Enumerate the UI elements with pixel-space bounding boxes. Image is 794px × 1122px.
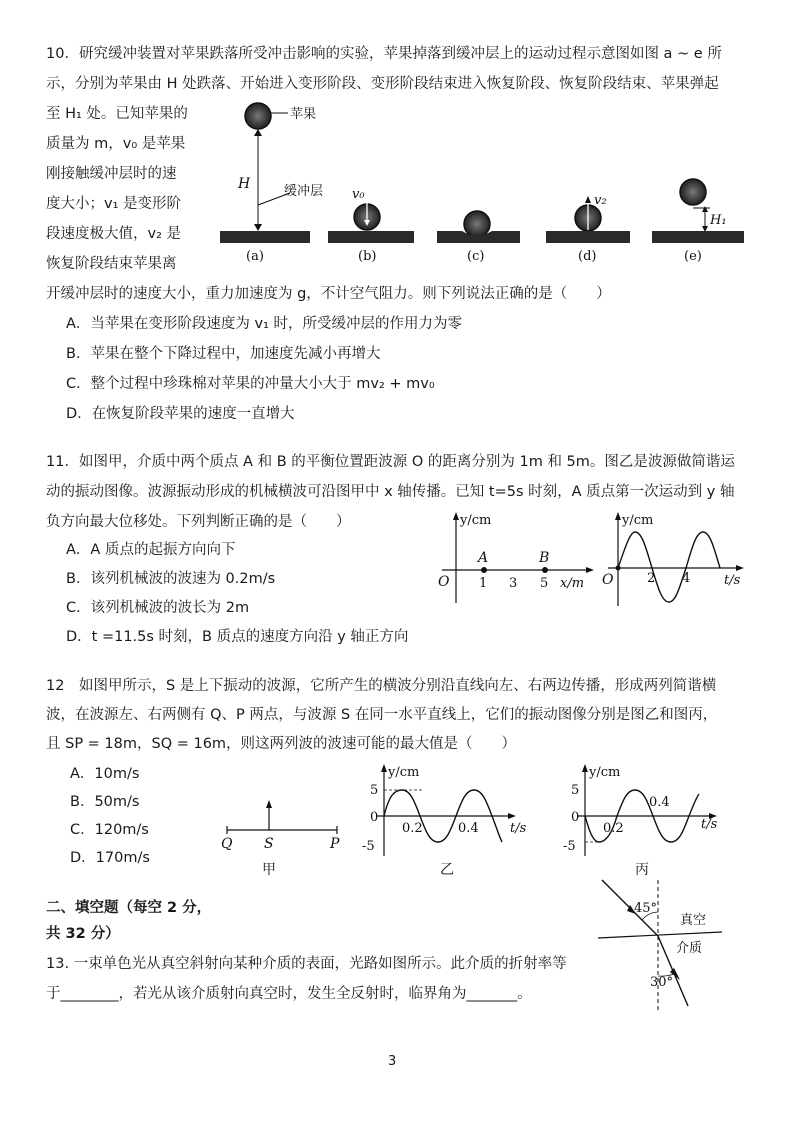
q10-line6: 度大小；v₁ 是变形阶 <box>46 196 182 212</box>
point-b <box>542 567 548 573</box>
q10-option-c: C．整个过程中珍珠棉对苹果的冲量大小大于 mv₂ + mv₀ <box>66 376 435 392</box>
q10-line3: 至 H₁ 处。已知苹果的 <box>46 106 188 122</box>
q10-line7: 段速度极大值，v₂ 是 <box>46 226 182 242</box>
q13-angle-30: 30° <box>650 975 674 990</box>
q12-caption-bing: 丙 <box>635 862 649 878</box>
q10-line9: 开缓冲层时的速度大小，重力加速度为 g，不计空气阻力。则下列说法正确的是（ ） <box>46 286 611 302</box>
q11-line2: 动的振动图像。波源振动形成的机械横波可沿图甲中 x 轴传播。已知 t=5s 时刻，A 质点第一次运动到 y 轴 <box>46 484 735 500</box>
q12-yi-t1: 0.2 <box>402 821 423 836</box>
section2-heading-line2: 共 32 分） <box>46 926 120 942</box>
q10-line5: 刚接触缓冲层时的速 <box>46 166 177 182</box>
q12-bing-t1: 0.2 <box>603 821 624 836</box>
q11-tick-3: 3 <box>509 576 518 591</box>
apple-c <box>464 211 490 237</box>
q12-yi-t2: 0.4 <box>458 821 479 836</box>
q12-bing-yneg: -5 <box>563 839 576 854</box>
q10-line1: 10．研究缓冲装置对苹果跌落所受冲击影响的实验，苹果掉落到缓冲层上的运动过程示意图如图 a ~ e 所 <box>46 46 722 62</box>
q11-line1: 11．如图甲，介质中两个质点 A 和 B 的平衡位置距波源 O 的距离分别为 1m 和 5m。图乙是波源做简谐运 <box>46 454 735 470</box>
q12-figure-bing <box>563 760 743 880</box>
apple-label: 苹果 <box>290 107 317 122</box>
label-v2: v₂ <box>594 193 607 208</box>
q12-label-s: S <box>264 836 274 852</box>
q11-option-d: D．t =11.5s 时刻，B 质点的速度方向沿 y 轴正方向 <box>66 629 409 645</box>
q12-figure-yi <box>362 760 542 880</box>
q12-yi-yneg: -5 <box>362 839 375 854</box>
buffer-layer-label: 缓冲层 <box>284 184 324 199</box>
panel-e: (e) <box>684 249 702 264</box>
panel-a: (a) <box>246 249 264 264</box>
q12-figure-jia <box>215 800 355 880</box>
layer-a <box>220 231 310 243</box>
q11-tick-5: 5 <box>540 576 549 591</box>
q11-jia-origin: O <box>438 574 450 590</box>
q12-label-q: Q <box>221 836 233 852</box>
q12-caption-jia: 甲 <box>262 862 276 878</box>
apple-a <box>245 103 271 129</box>
q11-yi-tick-2: 2 <box>647 571 656 586</box>
q10-option-d: D．在恢复阶段苹果的速度一直增大 <box>66 406 295 422</box>
q11-yi-origin: O <box>602 572 614 588</box>
layer-e <box>652 231 744 243</box>
q13-vacuum-label: 真空 <box>680 913 707 928</box>
q12-option-d: D．170m/s <box>70 850 150 866</box>
q12-yi-y0: 0 <box>370 810 379 825</box>
apple-e <box>680 179 706 205</box>
q13-line2: 于________，若光从该介质射向真空时，发生全反射时，临界角为_______。 <box>46 986 532 1002</box>
panel-d: (d) <box>578 249 597 264</box>
layer-d <box>546 231 630 243</box>
q12-bing-y0: 0 <box>571 810 580 825</box>
q12-yi-xlabel: t/s <box>510 821 527 836</box>
q11-yi-ylabel: y/cm <box>622 513 654 528</box>
label-H1: H₁ <box>710 213 727 228</box>
q11-label-a: A <box>478 550 489 566</box>
q11-figure-yi <box>600 508 750 608</box>
q12-bing-t2: 0.4 <box>649 795 670 810</box>
q10-line4: 质量为 m，v₀ 是苹果 <box>46 136 186 152</box>
page-number: 3 <box>388 1054 397 1069</box>
q12-bing-y5: 5 <box>571 783 580 798</box>
layer-b <box>328 231 414 243</box>
q12-bing-xlabel: t/s <box>701 817 718 832</box>
q12-line2: 波，在波源左、右两侧有 Q、P 两点，与波源 S 在同一水平直线上，它们的振动图像分别是图乙和图丙， <box>46 707 718 723</box>
q11-option-b: B．该列机械波的波速为 0.2m/s <box>66 571 276 587</box>
q10-line2: 示，分别为苹果由 H 处跌落、开始进入变形阶段、变形阶段结束进入恢复阶段、恢复阶段结束、苹果弹起 <box>46 76 719 92</box>
q11-line3: 负方向最大位移处。下列判断正确的是（ ） <box>46 514 351 530</box>
q10-apple-figure <box>200 100 760 270</box>
q13-medium-label: 介质 <box>676 941 703 956</box>
q12-yi-ylabel: y/cm <box>388 765 420 780</box>
point-a <box>481 567 487 573</box>
q12-option-c: C．120m/s <box>70 822 149 838</box>
q13-refraction-figure <box>590 876 740 1016</box>
q11-figure-jia <box>420 508 600 608</box>
q11-tick-1: 1 <box>479 576 488 591</box>
panel-c: (c) <box>467 249 485 264</box>
q11-yi-xlabel: t/s <box>724 573 741 588</box>
q12-bing-ylabel: y/cm <box>589 765 621 780</box>
q12-yi-y5: 5 <box>370 783 379 798</box>
label-H: H <box>238 176 251 192</box>
q13-line1: 13. 一束单色光从真空斜射向某种介质的表面，光路如图所示。此介质的折射率等 <box>46 956 567 972</box>
q11-yi-tick-4: 4 <box>682 571 691 586</box>
q12-line1: 12 如图甲所示，S 是上下振动的波源，它所产生的横波分别沿直线向左、右两边传播，形成两列简谐横 <box>46 678 717 694</box>
q12-caption-yi: 乙 <box>440 862 454 878</box>
q11-wave <box>618 532 720 602</box>
q10-line8: 恢复阶段结束苹果离 <box>46 256 177 272</box>
section2-heading-line1: 二、填空题（每空 2 分， <box>46 900 212 916</box>
label-v0: v₀ <box>352 187 365 202</box>
q13-angle-45: 45° <box>634 901 658 916</box>
q12-line3: 且 SP = 18m，SQ = 16m，则这两列波的波速可能的最大值是（ ） <box>46 736 517 752</box>
q12-option-a: A．10m/s <box>70 766 140 782</box>
q11-jia-xlabel: x/m <box>560 576 585 591</box>
q11-option-c: C．该列机械波的波长为 2m <box>66 600 250 616</box>
q12-option-b: B．50m/s <box>70 794 140 810</box>
q11-jia-ylabel: y/cm <box>460 513 492 528</box>
q10-option-b: B．苹果在整个下降过程中，加速度先减小再增大 <box>66 346 381 362</box>
q10-option-a: A．当苹果在变形阶段速度为 v₁ 时，所受缓冲层的作用力为零 <box>66 316 463 332</box>
q12-label-p: P <box>330 836 340 852</box>
q11-option-a: A．A 质点的起振方向向下 <box>66 542 236 558</box>
panel-b: (b) <box>358 249 377 264</box>
q11-label-b: B <box>539 550 550 566</box>
